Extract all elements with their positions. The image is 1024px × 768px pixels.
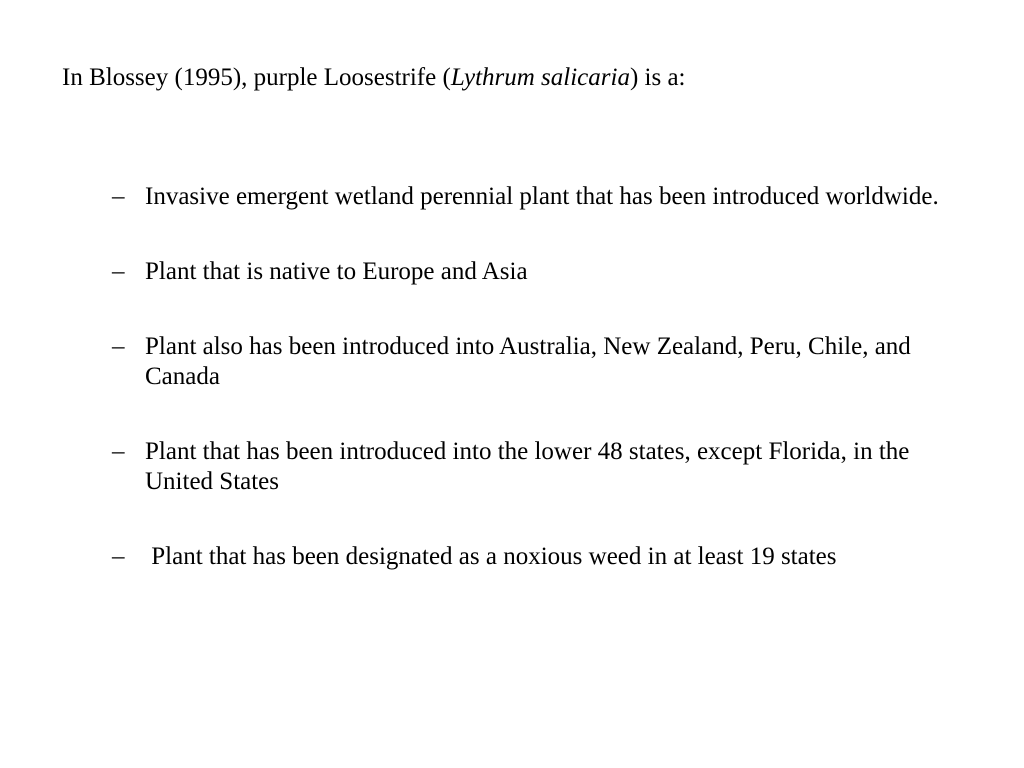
bullet-item	[112, 542, 972, 572]
dash-bullet-icon: –	[112, 258, 125, 285]
bullet-item	[112, 257, 972, 287]
dash-bullet-icon: –	[112, 438, 125, 465]
bullet-item	[112, 332, 972, 392]
dash-bullet-icon: –	[112, 333, 125, 360]
heading-text-start: In Blossey (1995), purple Loosestrife (	[62, 64, 451, 91]
bullet-text: Plant that has been designated as a noxious weed in at least 19 states	[145, 543, 837, 570]
bullet-list	[112, 182, 972, 572]
bullet-item	[112, 437, 972, 497]
bullet-text: Invasive emergent wetland perennial plant that has been introduced worldwide.	[145, 183, 939, 210]
bullet-text: Plant that is native to Europe and Asia	[145, 258, 528, 285]
dash-bullet-icon: –	[112, 543, 125, 570]
bullet-text: Plant also has been introduced into Australia, New Zealand, Peru, Chile, and Canada	[145, 333, 918, 390]
heading-text-end: ) is a:	[629, 64, 686, 91]
heading-species-name: Lythrum salicaria	[450, 64, 630, 91]
slide-heading	[62, 62, 686, 94]
bullet-text: Plant that has been introduced into the lower 48 states, except Florida, in the United States	[145, 438, 916, 495]
dash-bullet-icon: –	[112, 183, 125, 210]
bullet-item	[112, 182, 972, 212]
